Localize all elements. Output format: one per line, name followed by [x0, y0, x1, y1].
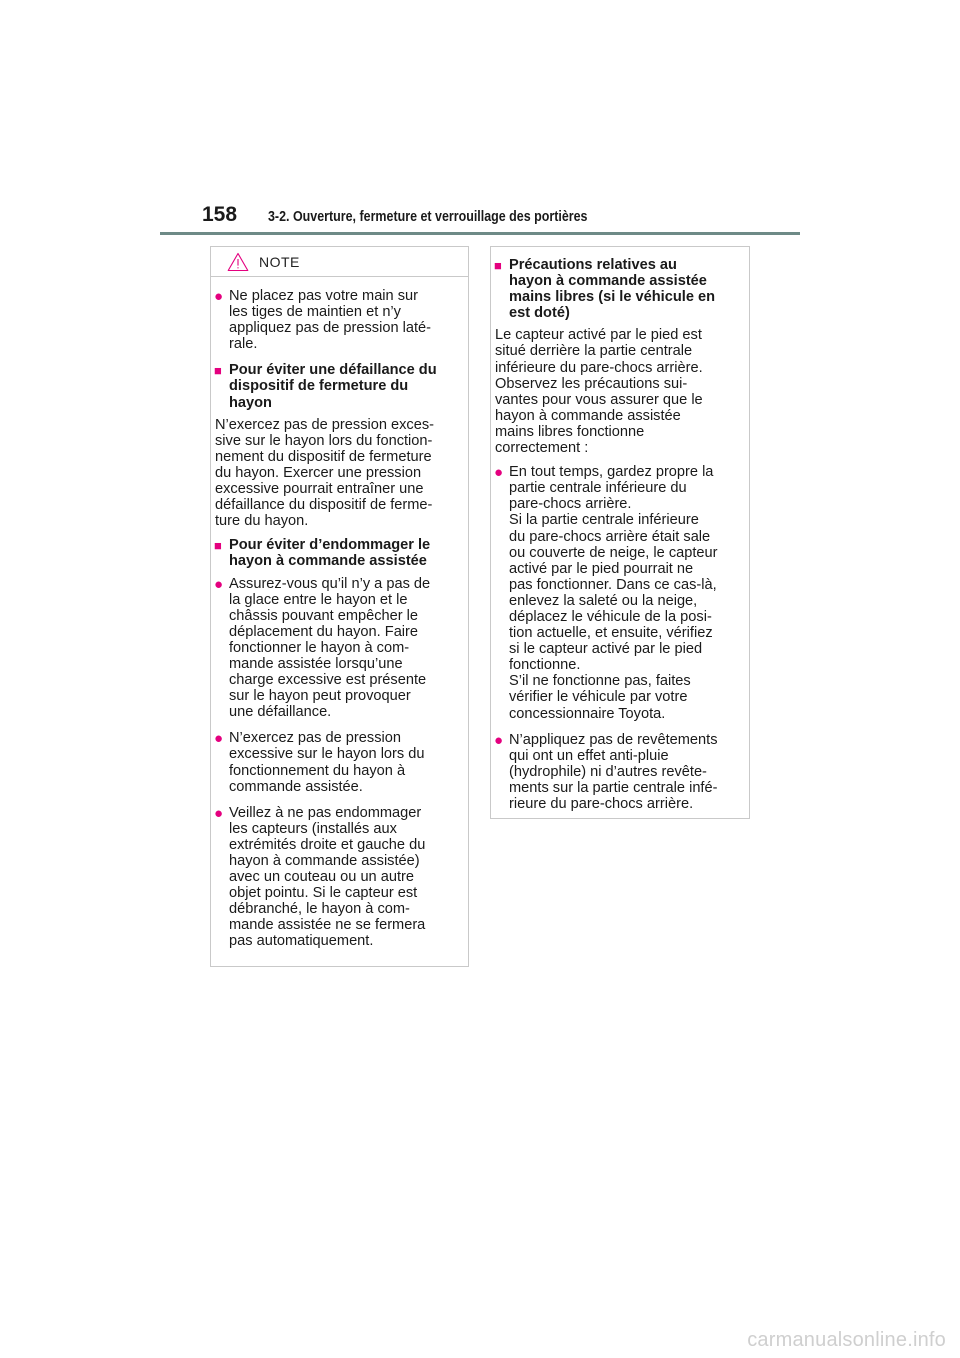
- paragraph: Le capteur activé par le pied est situé derrière la partie centrale inférieure du pare-chocs arrière. Observez les précautions sui- vantes pour vous assurer que le hayon à commande assistée mains libres fonctionne correctement :: [495, 327, 703, 457]
- bullet-marker: ●: [214, 288, 224, 305]
- note-box: [210, 246, 469, 967]
- note-label: NOTE: [259, 254, 300, 270]
- section-title: 3-2. Ouverture, fermeture et verrouillage des portières: [268, 209, 588, 225]
- heading-marker: ■: [214, 538, 222, 554]
- bullet-text: Assurez-vous qu’il n’y a pas de la glace entre le hayon et le châssis pouvant empêcher le déplacement du hayon. Faire fonctionner le hayon à com- mande assistée lorsqu’une charge excessive est présente sur le hayon peut provoquer une défaillance.: [229, 575, 431, 721]
- bullet-marker: ●: [214, 804, 224, 822]
- bullet-text: Ne placez pas votre main sur les tiges de maintien et n’y appliquez pas de pression laté- rale.: [229, 288, 432, 353]
- bullet-marker: ●: [214, 730, 224, 748]
- bullet-marker: ●: [494, 464, 504, 482]
- subheading: [491, 257, 749, 321]
- bullet-item: [211, 288, 468, 352]
- bullet-text: Veillez à ne pas endommager les capteurs (installés aux extrémités droite et gauche du hayon à commande assistée) avec un couteau ou un autre objet pointu. Si le capteur est débranché, le hayon à com- mande assistée ne se fermera pas automatiquement.: [229, 804, 426, 950]
- bullet-item: [491, 464, 749, 722]
- note-content: [211, 277, 468, 950]
- watermark: carmanualsonline.info: [747, 1329, 946, 1351]
- subheading: [211, 537, 468, 569]
- page-number: 158: [202, 203, 238, 226]
- paragraph: N’exercez pas de pression exces- sive sur le hayon lors du fonction- nement du dispositif de fermeture du hayon. Exercer une pression excessive pourrait entraîner une défaillance du dispositif de ferme- ture du hayon.: [215, 416, 435, 530]
- bullet-text: N’exercez pas de pression excessive sur le hayon lors du fonctionnement du hayon à commande assistée.: [229, 730, 425, 795]
- heading-marker: ■: [494, 258, 502, 273]
- page-header: [160, 203, 800, 237]
- bullet-text: En tout temps, gardez propre la partie centrale inférieure du pare-chocs arrière. Si la partie centrale inférieure du pare-chocs arrière était sale ou couverte de neige, le capteur activé par le pied pourrait ne pas fonctionner. Dans ce cas-là, enlevez la saleté ou la neige, déplacez le véhicule de la posi- tion actuelle, et ensuite, vérifiez si le capteur activé par le pied fonctionne. S’il ne fonctionne pas, faites vérifier le véhicule par votre concessionnaire Toyota.: [509, 464, 718, 722]
- bullet-marker: ●: [494, 731, 504, 749]
- bullet-item: [211, 805, 468, 950]
- bullet-marker: ●: [214, 575, 224, 593]
- bullet-item: [491, 732, 749, 812]
- subheading-text: Précautions relatives au hayon à commande assistée mains libres (si le véhicule en est doté): [509, 257, 716, 322]
- subheading-text: Pour éviter d’endommager le hayon à commande assistée: [229, 537, 431, 570]
- bullet-text: N’appliquez pas de revêtements qui ont un effet anti-pluie (hydrophile) ni d’autres revête- ments sur la partie centrale infé- rieure du pare-chocs arrière.: [509, 731, 718, 812]
- bullet-item: [211, 730, 468, 794]
- subheading: [211, 362, 468, 410]
- precautions-box: [490, 246, 750, 819]
- bullet-item: [211, 576, 468, 721]
- header-divider: [160, 232, 800, 235]
- precautions-content: [491, 247, 749, 812]
- heading-marker: ■: [214, 363, 222, 379]
- subheading-text: Pour éviter une défaillance du dispositif de fermeture du hayon: [229, 362, 437, 411]
- warning-triangle-icon: [227, 252, 249, 272]
- note-header: [211, 247, 468, 277]
